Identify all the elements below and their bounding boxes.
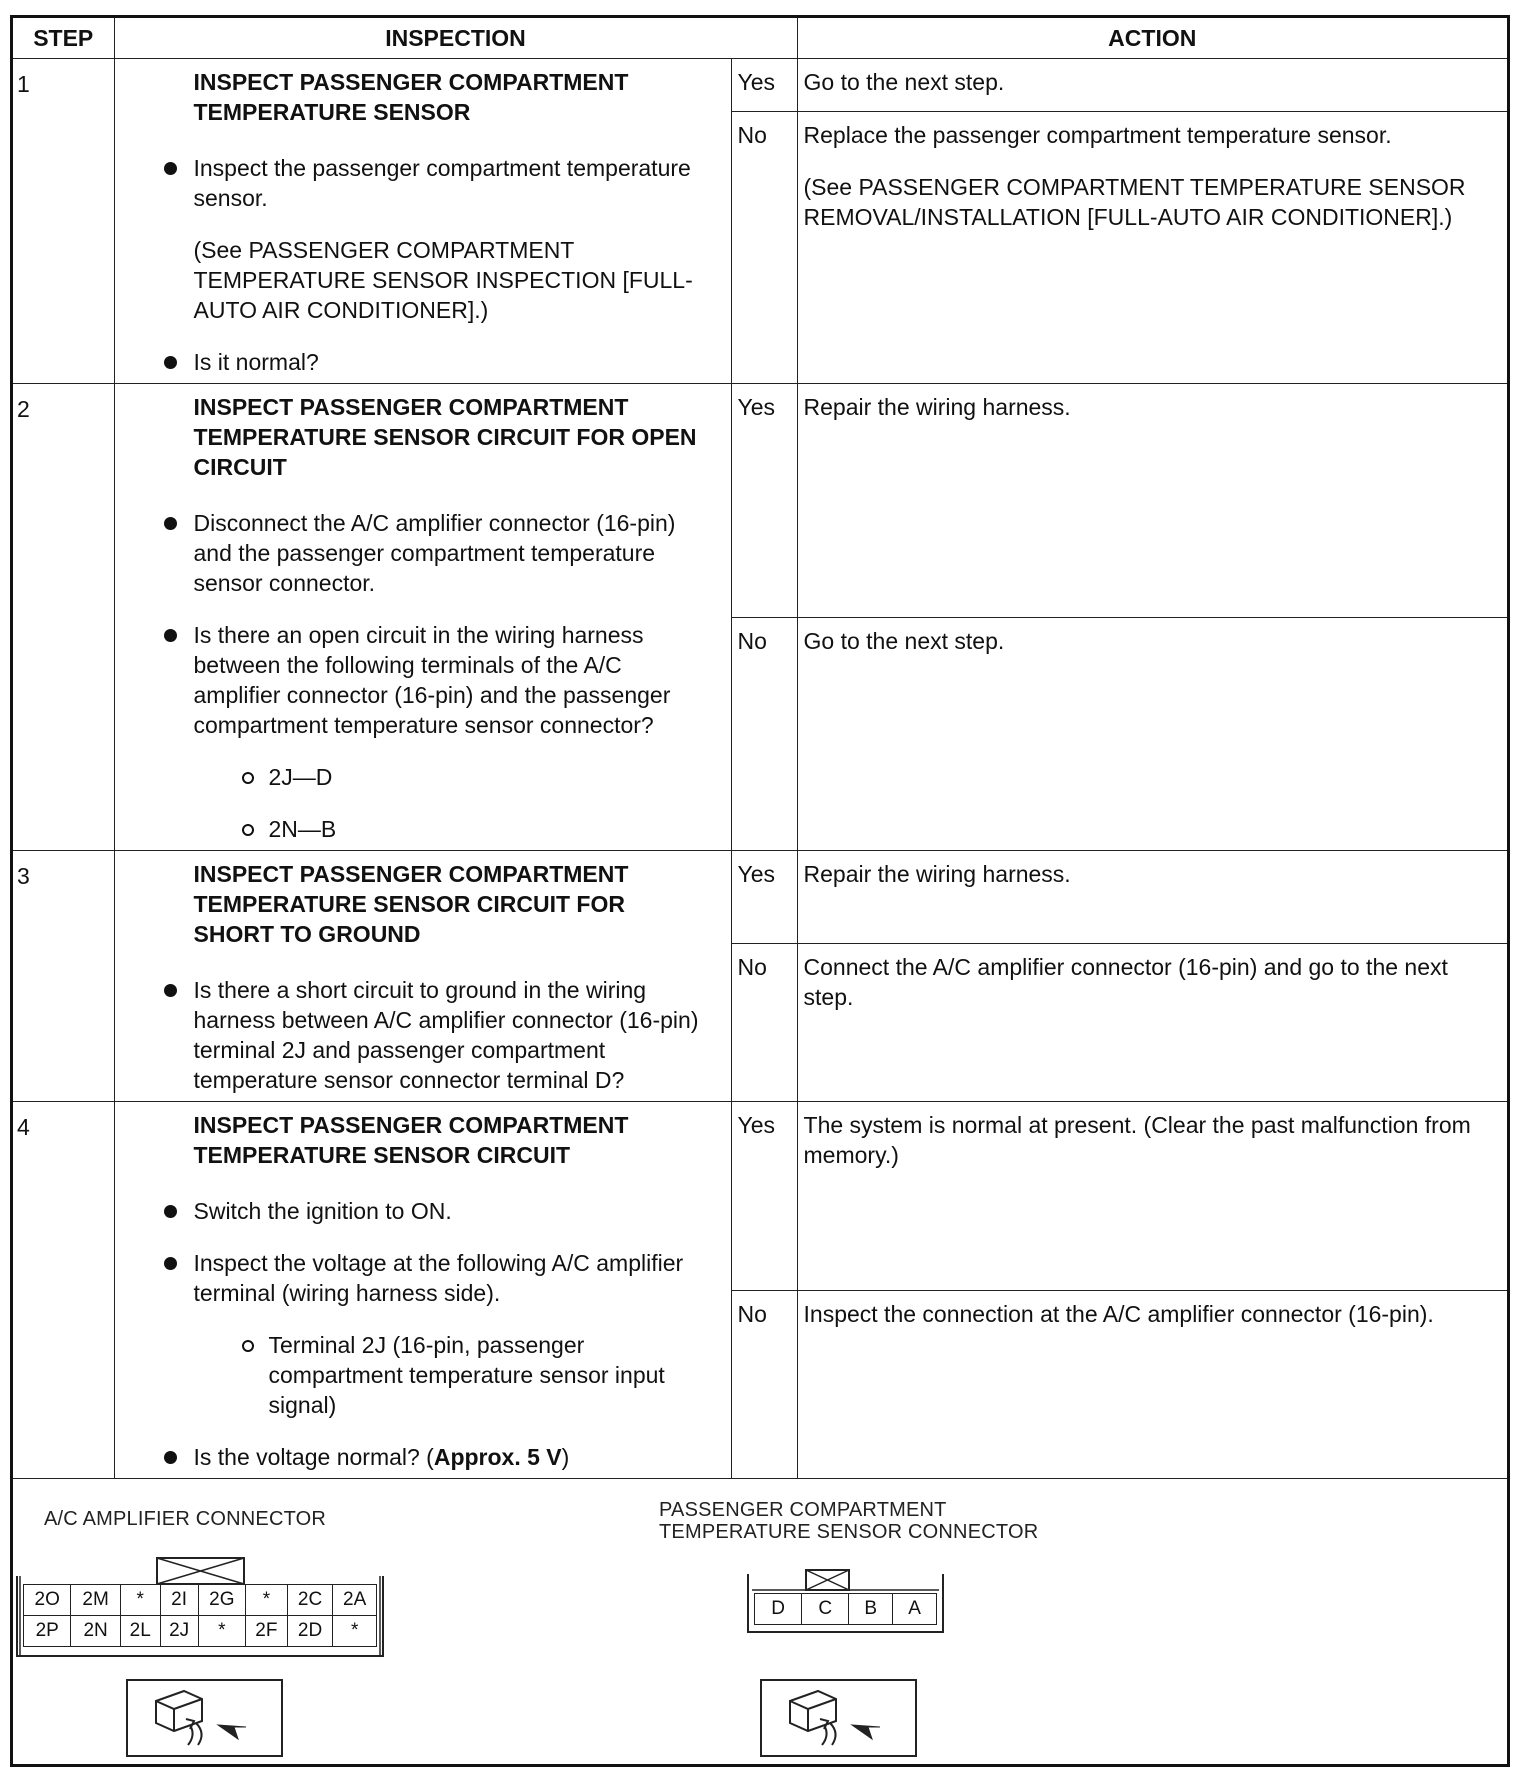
step-3-inspection xyxy=(114,851,731,1102)
amp-connector-label: A/C AMPLIFIER CONNECTOR xyxy=(44,1508,327,1530)
yes-label: Yes xyxy=(731,59,797,112)
yes-action: The system is normal at present. (Clear the past malfunction from memory.) xyxy=(797,1102,1507,1291)
step-2-yes-row xyxy=(13,384,1507,618)
pin: 2M xyxy=(71,1585,120,1616)
step-1-yes-row xyxy=(13,59,1507,112)
step-header: STEP xyxy=(13,18,114,59)
pin: 2J xyxy=(160,1616,198,1647)
no-action xyxy=(797,111,1507,383)
bullet-item xyxy=(139,1442,709,1472)
bullet-item: Disconnect the A/C amplifier connector (16-pin) and the passenger compartment temperature sensor connector. xyxy=(139,508,709,598)
step-number: 1 xyxy=(13,59,114,384)
pin: * xyxy=(198,1616,245,1647)
pin: 2D xyxy=(287,1616,333,1647)
sensor-pin-row xyxy=(755,1594,937,1625)
pin: 2N xyxy=(71,1616,120,1647)
pin: 2C xyxy=(287,1585,333,1616)
pin: 2G xyxy=(198,1585,245,1616)
bullet-item: Switch the ignition to ON. xyxy=(139,1196,709,1226)
yes-label: Yes xyxy=(731,1102,797,1291)
pin: C xyxy=(802,1594,849,1625)
question-text: Is the voltage normal? ( xyxy=(193,1444,434,1470)
sub-bullet-item: Terminal 2J (16-pin, passenger compartment temperature sensor input signal) xyxy=(139,1330,709,1420)
pin: 2L xyxy=(120,1616,160,1647)
amp-pin-row-2 xyxy=(24,1616,377,1647)
connector-figure xyxy=(13,1492,1507,1764)
no-label: No xyxy=(731,1291,797,1479)
action-header: ACTION xyxy=(797,18,1507,59)
no-label: No xyxy=(731,618,797,851)
sensor-connector-label-line2: TEMPERATURE SENSOR CONNECTOR xyxy=(659,1521,1039,1543)
step-2-inspection xyxy=(114,384,731,851)
bullet-item: Is there a short circuit to ground in the wiring harness between A/C amplifier connector (16-pin) terminal 2J and passenger compartment temperature sensor connector terminal D? xyxy=(139,975,709,1095)
step-number: 4 xyxy=(13,1102,114,1479)
yes-label: Yes xyxy=(731,851,797,944)
sensor-connector-label-line1: PASSENGER COMPARTMENT xyxy=(659,1499,947,1521)
pin: D xyxy=(755,1594,802,1625)
step-title: INSPECT PASSENGER COMPARTMENT TEMPERATURE SENSOR CIRCUIT FOR SHORT TO GROUND xyxy=(193,861,629,947)
bullet-item: Inspect the voltage at the following A/C amplifier terminal (wiring harness side). xyxy=(139,1248,709,1308)
yes-action: Repair the wiring harness. xyxy=(797,851,1507,944)
reference-note: (See PASSENGER COMPARTMENT TEMPERATURE SENSOR INSPECTION [FULL-AUTO AIR CONDITIONER].) xyxy=(193,237,693,323)
step-title: INSPECT PASSENGER COMPARTMENT TEMPERATURE SENSOR CIRCUIT xyxy=(193,1112,629,1168)
no-action: Inspect the connection at the A/C amplifier connector (16-pin). xyxy=(797,1291,1507,1479)
inspection-header: INSPECTION xyxy=(114,18,797,59)
amp-pin-row-1 xyxy=(24,1585,377,1616)
sensor-harness-icon-frame xyxy=(760,1679,917,1757)
no-action: Connect the A/C amplifier connector (16-pin) and go to the next step. xyxy=(797,943,1507,1101)
no-action: Go to the next step. xyxy=(797,618,1507,851)
pin: B xyxy=(849,1594,893,1625)
sub-bullet-item: 2J—D xyxy=(139,762,709,792)
table-header-row xyxy=(13,18,1507,59)
no-label: No xyxy=(731,111,797,383)
sensor-connector-pins xyxy=(754,1593,937,1625)
reference-note: (See PASSENGER COMPARTMENT TEMPERATURE SENSOR REMOVAL/INSTALLATION [FULL-AUTO AIR CONDITIONER].) xyxy=(803,173,1466,230)
inspection-sheet xyxy=(10,15,1510,1767)
voltage-value: Approx. 5 V xyxy=(433,1444,562,1470)
step-3-yes-row xyxy=(13,851,1507,944)
yes-action: Repair the wiring harness. xyxy=(797,384,1507,618)
bullet-item: Is there an open circuit in the wiring harness between the following terminals of the A/C amplifier connector (16-pin) and the passenger compartment temperature sensor connector? xyxy=(139,620,709,740)
pin: 2P xyxy=(24,1616,71,1647)
step-title: INSPECT PASSENGER COMPARTMENT TEMPERATURE SENSOR CIRCUIT FOR OPEN CIRCUIT xyxy=(193,394,697,480)
question-close: ) xyxy=(561,1444,570,1470)
amp-connector-pins xyxy=(23,1584,377,1647)
step-4-inspection xyxy=(114,1102,731,1479)
pin: A xyxy=(893,1594,937,1625)
pin: 2F xyxy=(246,1616,288,1647)
step-4-yes-row xyxy=(13,1102,1507,1291)
amp-harness-icon-frame xyxy=(126,1679,283,1757)
step-number: 2 xyxy=(13,384,114,851)
pin: * xyxy=(246,1585,288,1616)
yes-label: Yes xyxy=(731,384,797,618)
step-title: INSPECT PASSENGER COMPARTMENT TEMPERATURE SENSOR xyxy=(193,69,629,125)
pin: 2A xyxy=(333,1585,377,1616)
action-text: Replace the passenger compartment temperature sensor. xyxy=(803,121,1392,148)
yes-action: Go to the next step. xyxy=(797,59,1507,112)
pin: * xyxy=(333,1616,377,1647)
sub-bullet-item: 2N—B xyxy=(139,814,709,844)
step-number: 3 xyxy=(13,851,114,1102)
pin: 2O xyxy=(24,1585,71,1616)
bullet-item: Is it normal? xyxy=(139,347,709,377)
pin: 2I xyxy=(160,1585,198,1616)
pin: * xyxy=(120,1585,160,1616)
inspection-table xyxy=(13,18,1507,1479)
bullet-item: Inspect the passenger compartment temperature sensor. xyxy=(139,153,709,213)
step-1-inspection xyxy=(114,59,731,384)
no-label: No xyxy=(731,943,797,1101)
